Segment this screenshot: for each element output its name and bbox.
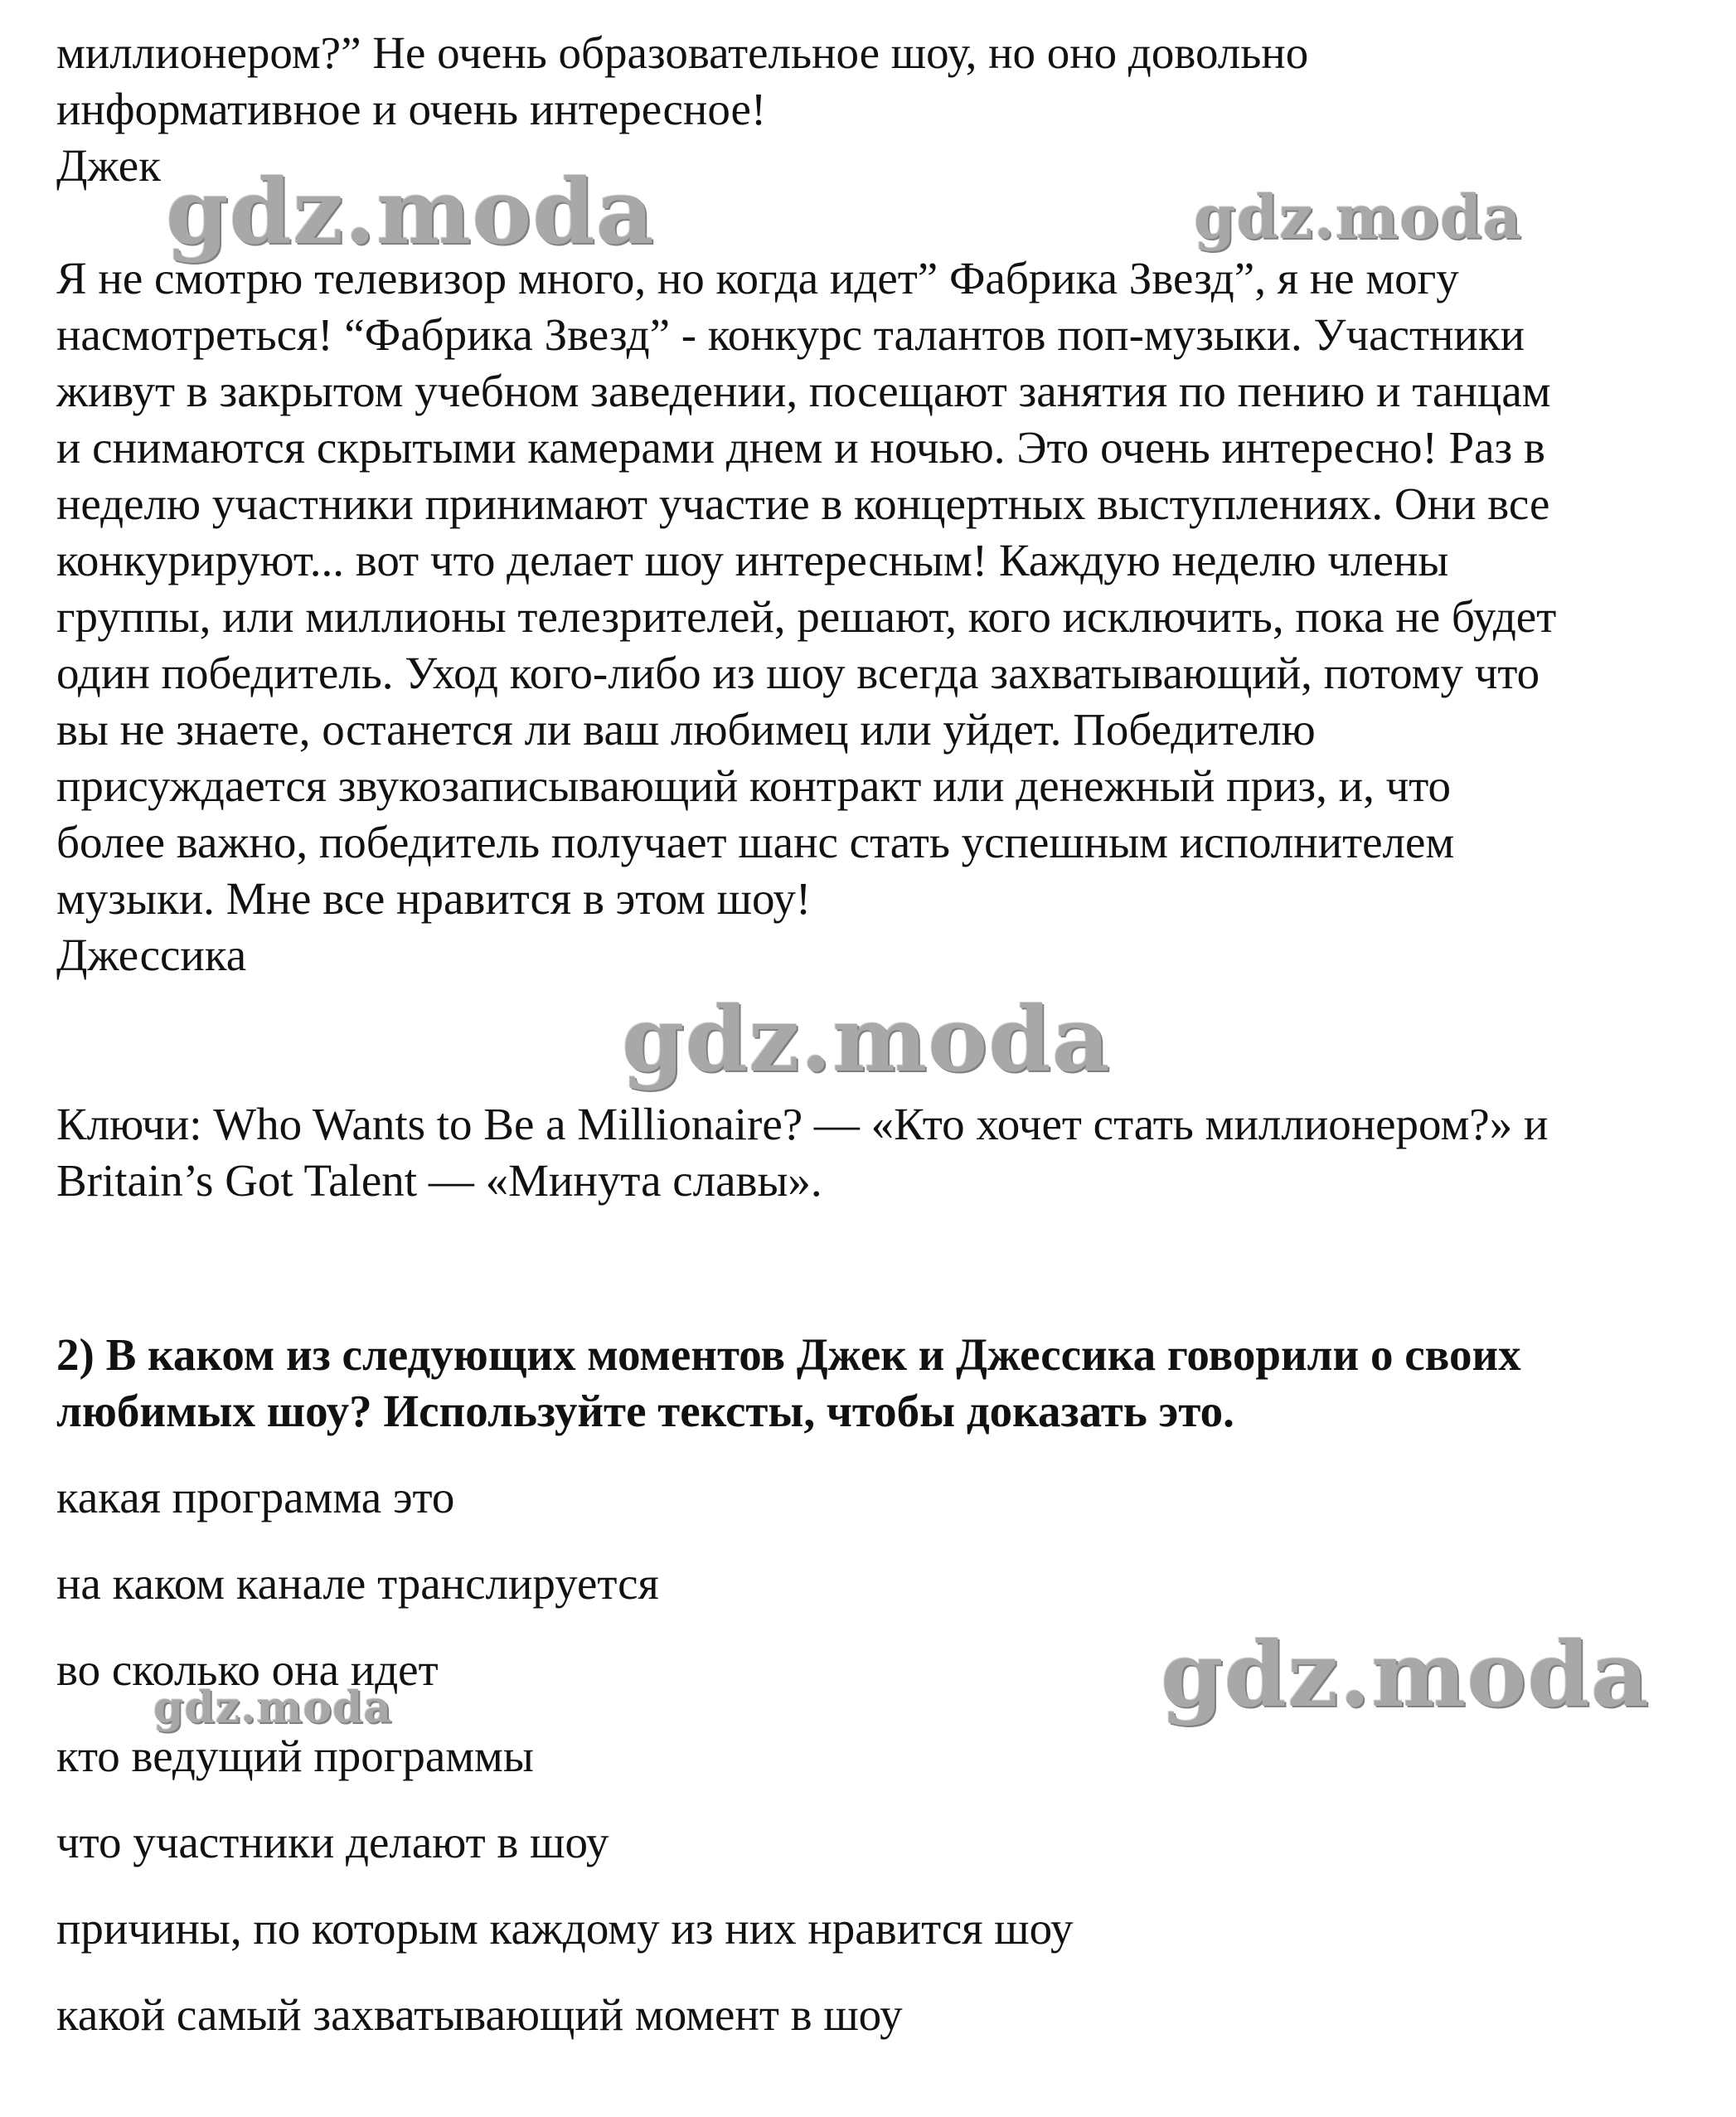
text-line: насмотреться! “Фабрика Звезд” - конкурс талантов поп-музыки. Участники — [56, 309, 1525, 360]
text-line: Я не смотрю телевизор много, но когда идет” Фабрика Звезд”, я не могу — [56, 253, 1459, 303]
text-line: вы не знаете, останется ли ваш любимец или уйдет. Победителю — [56, 704, 1316, 755]
watermark-logo: gdz.moda — [1194, 182, 1522, 252]
text-line: Britain’s Got Talent — «Минута славы». — [56, 1155, 822, 1206]
author-name: Джек — [56, 140, 161, 191]
list-item: что участники делают в шоу — [56, 1817, 609, 1867]
watermark-logo: gdz.moda — [166, 160, 655, 265]
text-line: миллионером?” Не очень образовательное шоу, но оно довольно — [56, 27, 1309, 78]
list-item: кто ведущий программы — [56, 1731, 534, 1781]
list-item: какой самый захватывающий момент в шоу — [56, 1989, 903, 2040]
list-item: какая программа это — [56, 1472, 455, 1522]
watermark-logo: gdz.moda — [1161, 1623, 1650, 1727]
text-line: группы, или миллионы телезрителей, решают, кого исключить, пока не будет — [56, 591, 1557, 642]
list-item: причины, по которым каждому из них нравится шоу — [56, 1903, 1074, 1954]
author-name: Джессика — [56, 930, 247, 980]
question-heading: любимых шоу? Используйте тексты, чтобы доказать это. — [56, 1386, 1234, 1436]
text-line: информативное и очень интересное! — [56, 84, 767, 134]
text-line: более важно, победитель получает шанс стать успешным исполнителем — [56, 817, 1455, 867]
text-line: живут в закрытом учебном заведении, посещают занятия по пению и танцам — [56, 366, 1551, 416]
text-line: Ключи: Who Wants to Be a Millionaire? — «Кто хочет стать миллионером?» и — [56, 1099, 1549, 1149]
text-line: неделю участники принимают участие в концертных выступлениях. Они все — [56, 478, 1550, 529]
text-line: присуждается звукозаписывающий контракт или денежный приз, и, что — [56, 760, 1452, 811]
text-line: музыки. Мне все нравится в этом шоу! — [56, 873, 812, 924]
watermark-logo: gdz.moda — [622, 988, 1111, 1092]
text-line: один победитель. Уход кого-либо из шоу всегда захватывающий, потому что — [56, 648, 1540, 698]
question-heading: 2) В каком из следующих моментов Джек и Джессика говорили о своих — [56, 1329, 1521, 1380]
list-item: на каком канале транслируется — [56, 1558, 659, 1609]
text-line: конкурируют... вот что делает шоу интересным! Каждую неделю члены — [56, 535, 1449, 585]
watermark-logo: gdz.moda — [153, 1682, 393, 1733]
text-line: и снимаются скрытыми камерами днем и ночью. Это очень интересно! Раз в — [56, 422, 1545, 473]
list-item: во сколько она идет — [56, 1644, 439, 1695]
